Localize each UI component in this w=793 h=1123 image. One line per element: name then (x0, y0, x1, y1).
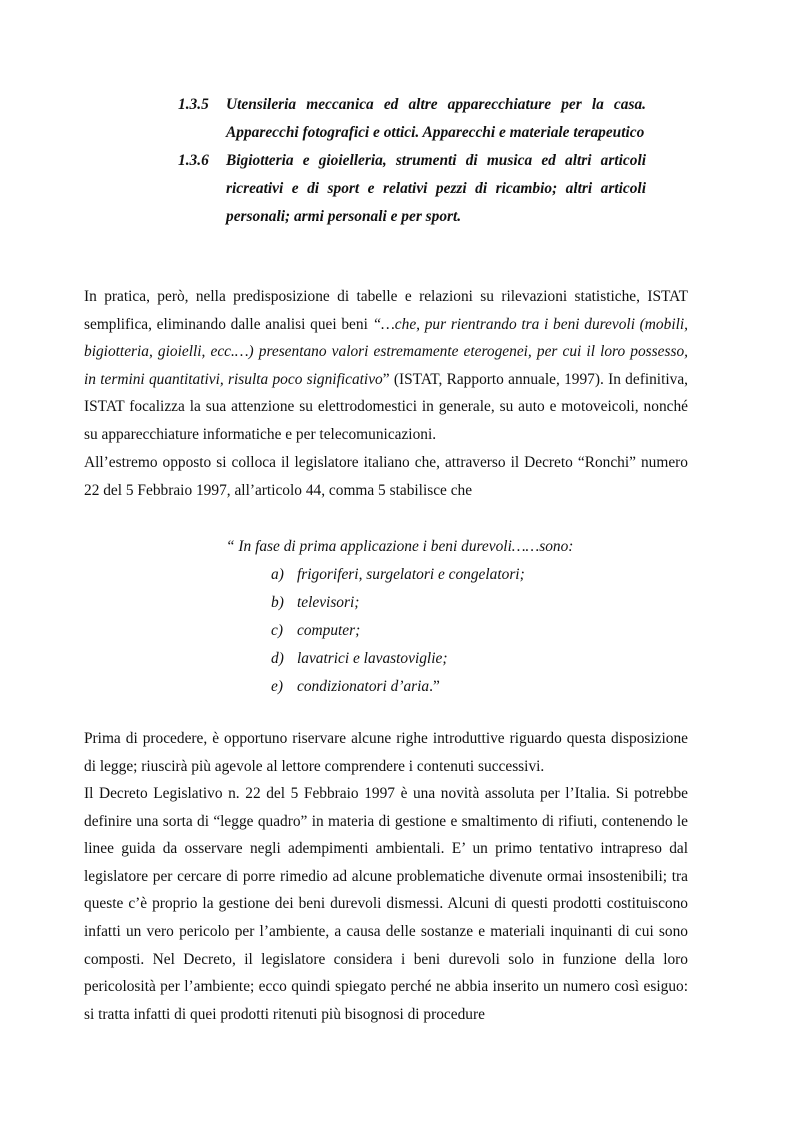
list-text: lavatrici e lavastoviglie; (297, 650, 448, 667)
section-heading (178, 91, 646, 147)
paragraph-decreto-ronchi: All’estremo opposto si colloca il legislatore italiano che, attraverso il Decreto “Ronchi” numero 22 del 5 Febbraio 1997, all’articolo 44, comma 5 stabilisce che (84, 454, 688, 499)
list-item (271, 589, 666, 617)
law-quote-intro: “ In fase di prima applicazione i beni durevoli……sono: (226, 538, 574, 555)
list-text: computer; (297, 622, 361, 639)
list-text: condizionatori d’aria (297, 678, 430, 695)
list-letter: b) (271, 594, 284, 611)
list-letter: e) (271, 678, 283, 695)
list-item (271, 561, 666, 589)
section-title: Utensileria meccanica ed altre apparecchiature per la casa. Apparecchi fotografici e ottici. Apparecchi e materiale terapeutico (226, 96, 646, 141)
list-text: frigoriferi, surgelatori e congelatori; (297, 566, 525, 583)
law-quote (226, 533, 666, 701)
list-letter: c) (271, 622, 283, 639)
section-heading (178, 147, 646, 231)
paragraph-text: In pratica, però, nella predisposizione di tabelle e relazioni su rilevazioni statistiche, ISTAT semplifica, eliminando dalle analisi quei beni (84, 288, 688, 333)
list-letter: a) (271, 566, 284, 583)
paragraph-intro: Prima di procedere, è opportuno riservare alcune righe introduttive riguardo questa disposizione di legge; riuscirà più agevole al lettore comprendere i contenuti successivi. (84, 730, 688, 775)
istat-quote: “…che, pur rientrando tra i beni durevoli (mobili, bigiotteria, gioielli, ecc.…) presentano valori estremamente eterogenei, per cui il loro possesso, in termini quantitativi, risulta poco significativo (84, 315, 688, 388)
section-number: 1.3.6 (178, 152, 209, 169)
section-number: 1.3.5 (178, 96, 209, 113)
list-letter: d) (271, 650, 284, 667)
quote-close: .” (429, 678, 440, 695)
list-item (271, 673, 666, 701)
paragraph-istat (84, 283, 688, 449)
list-item (271, 645, 666, 673)
list-text: televisori; (297, 594, 360, 611)
paragraph-text: ” (ISTAT, Rapporto annuale, 1997). In definitiva, ISTAT focalizza la sua attenzione su elettrodomestici in generale, su auto e motoveicoli, nonché su apparecchiature informatiche e per telecomunicazioni. (84, 370, 689, 443)
section-list (178, 91, 646, 231)
list-item (271, 617, 666, 645)
paragraph-decreto: Il Decreto Legislativo n. 22 del 5 Febbraio 1997 è una novità assoluta per l’Italia. Si potrebbe definire una sorta di “legge quadro” in materia di gestione e smaltimento di rifiuti, contenendo le linee guida da osservare negli adempimenti ambientali. E’ un primo tentativo intrapreso dal legislatore per cercare di porre rimedio ad alcune problematiche divenute ormai insostenibili; tra queste c’è proprio la gestione dei beni durevoli dismessi. Alcuni di questi prodotti costituiscono infatti un vero pericolo per l’ambiente, a causa delle sostanze e materiali inquinanti di cui sono composti. Nel Decreto, il legislatore considera i beni durevoli solo in funzione della loro pericolosità per l’ambiente; ecco quindi spiegato perché ne abbia inserito un numero così esiguo: si tratta infatti di quei prodotti ritenuti più bisognosi di procedure (84, 785, 688, 1023)
section-title: Bigiotteria e gioielleria, strumenti di musica ed altri articoli ricreativi e di sport e relativi pezzi di ricambio; altri articoli personali; armi personali e per sport. (226, 152, 646, 225)
